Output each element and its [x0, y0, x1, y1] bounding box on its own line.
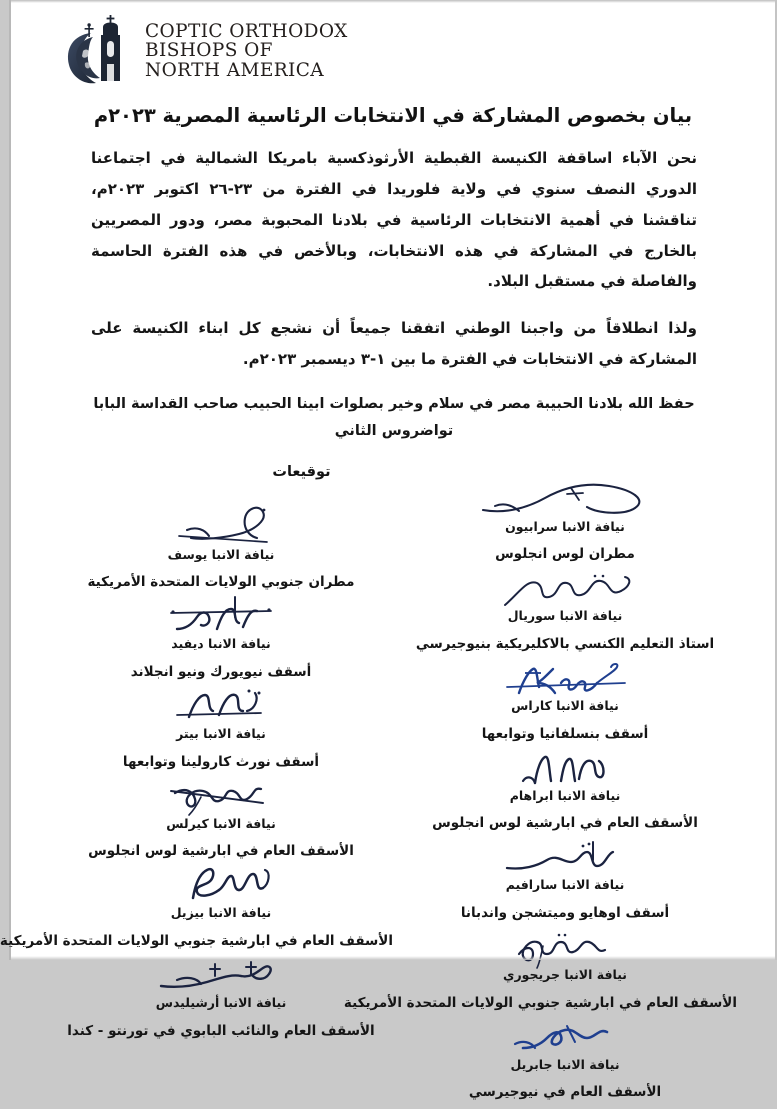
document-body — [91, 143, 697, 445]
paragraph-1: نحن الآباء اساقفة الكنيسة القبطية الأرثوذكسية بامريكا الشمالية في اجتماعنا الدوري النصف سنوي في ولاية فلوريدا في الفترة من ٢٣-٢٦ اكتوبر ٢٠٢٣م، تناقشنا في أهمية الانتخابات الرئاسية في بلادنا المحبوبة مصر، ودور المصريين بالخارج في المشاركة في هذه الانتخابات، وبالأخص في هذه الفترة الحاسمة والفاصلة في مستقبل البلاد. — [91, 149, 697, 291]
signatory-title: الأسقف العام في ابارشية جنوبي الولايات المتحدة الأمريكية — [343, 994, 737, 1011]
signature-ink — [49, 599, 393, 639]
signature-entry — [393, 661, 737, 745]
signatory-title: مطران لوس انجلوس — [495, 546, 635, 563]
organization-name — [145, 22, 348, 81]
signature-ink — [49, 689, 393, 729]
signatory-name: نيافة الانبا ابراهام — [509, 787, 621, 803]
coptic-church-globe-emblem — [63, 15, 133, 87]
signatory-name: نيافة الانبا ديفيد — [171, 636, 271, 652]
signature-ink — [393, 571, 737, 611]
signatory-name: نيافة الانبا أرشيليدس — [155, 995, 287, 1010]
signatures-heading: توقيعات — [272, 463, 331, 480]
signatory-title: الأسقف العام في نيوجيرسي — [468, 1084, 662, 1101]
signature-column-left — [0, 482, 393, 1109]
signatory-title: الأسقف العام والنائب البابوي في تورنتو - كندا — [67, 1022, 375, 1039]
signature-ink — [49, 510, 393, 550]
signature-entry — [0, 868, 393, 952]
signatory-title: أسقف نورث كارولينا وتوابعها — [122, 753, 320, 770]
signature-ink — [49, 779, 393, 819]
signature-ink — [49, 958, 393, 998]
signature-entry — [393, 751, 737, 835]
signature-ink — [393, 840, 737, 880]
signature-ink — [393, 1020, 737, 1060]
signature-entry — [49, 779, 393, 863]
signatory-name: نيافة الانبا بيزيل — [170, 905, 272, 921]
signatory-name: نيافة الانبا كاراس — [511, 697, 619, 713]
signature-ink — [393, 930, 737, 970]
signature-column-right — [343, 482, 737, 1109]
signatory-title: الأسقف العام في ابارشية جنوبي الولايات المتحدة الأمريكية — [0, 933, 393, 950]
signatory-name: نيافة الانبا بيتر — [176, 725, 266, 741]
signature-entry — [49, 510, 393, 594]
signature-entry — [393, 482, 737, 566]
signatory-name: نيافة الانبا جريجوري — [502, 967, 628, 982]
signatory-title: أسقف بنسلفانيا وتوابعها — [481, 725, 649, 742]
signature-ink — [393, 751, 737, 791]
signature-ink — [393, 661, 737, 701]
signature-ink — [393, 482, 737, 522]
signatory-title: استاذ التعليم الكنسي بالاكليريكية بنيوجيرسي — [415, 636, 715, 653]
logo-line-3: NORTH AMERICA — [145, 59, 325, 81]
letterhead — [63, 0, 775, 90]
signature-entry — [49, 958, 393, 1042]
signatory-name: نيافة الانبا جابريل — [510, 1056, 620, 1072]
signatory-name: نيافة الانبا كيرلس — [166, 815, 276, 831]
signatory-title: الأسقف العام في ابارشية لوس انجلوس — [432, 815, 698, 832]
signatory-name: نيافة الانبا سرابيون — [505, 518, 625, 534]
signature-entry — [393, 1020, 737, 1104]
signature-entry — [49, 689, 393, 773]
signatory-title: الأسقف العام في ابارشية لوس انجلوس — [88, 843, 354, 860]
signature-ink — [49, 868, 393, 908]
blessing-line: حفظ الله بلادنا الحبيبة مصر في سلام وخير بصلوات ابينا الحبيب صاحب القداسة البابا تواضروس الثاني — [93, 395, 695, 440]
logo-line-2: BISHOPS OF — [145, 40, 273, 62]
logo-line-1: COPTIC ORTHODOX — [145, 20, 348, 42]
paragraph-2: ولذا انطلاقاً من واجبنا الوطني اتفقنا جميعاً أن نشجع كل ابناء الكنيسة على المشاركة في الانتخابات في الفترة ما بين ١-٣ ديسمبر ٢٠٢٣م. — [91, 319, 697, 368]
signature-entry — [343, 930, 737, 1014]
signatory-title: أسقف نيويورك ونيو انجلاند — [130, 664, 312, 681]
signature-entry — [49, 599, 393, 683]
signature-entry — [393, 840, 737, 924]
signatory-name: نيافة الانبا يوسف — [167, 546, 275, 562]
signatory-title: مطران جنوبي الولايات المتحدة الأمريكية — [87, 574, 355, 591]
page-title: بيان بخصوص المشاركة في الانتخابات الرئاسية المصرية ٢٠٢٣م — [93, 104, 693, 127]
signatory-name: نيافة الانبا سارافيم — [505, 877, 625, 893]
signature-entry — [393, 571, 737, 655]
signatory-name: نيافة الانبا سوريال — [507, 608, 623, 624]
signatory-title: أسقف اوهايو وميتشجن واندبانا — [460, 905, 670, 922]
signatures-area — [0, 480, 737, 1109]
